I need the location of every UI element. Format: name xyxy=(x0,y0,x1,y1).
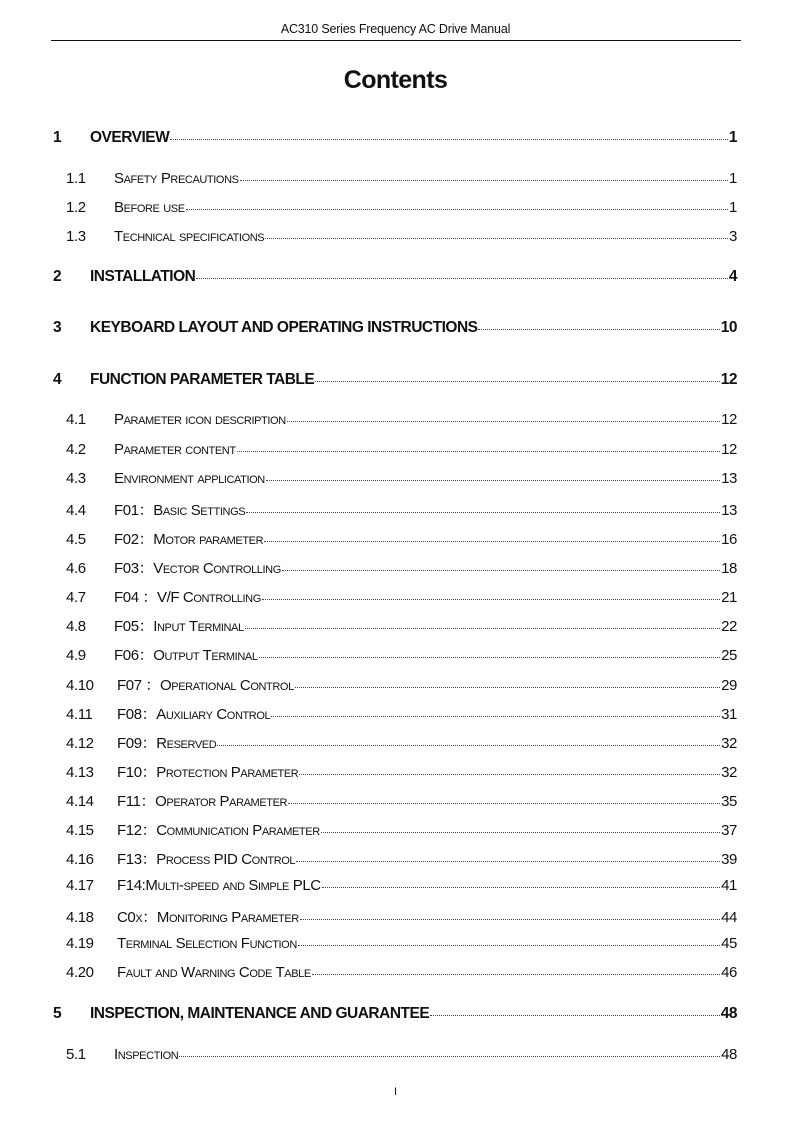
toc-page: 25 xyxy=(721,647,737,664)
toc-title: Fault and Warning Code Table xyxy=(117,964,311,981)
dot-leader xyxy=(315,381,720,382)
dot-leader xyxy=(265,238,728,239)
toc-page: 45 xyxy=(721,935,737,952)
toc-number: 1.2 xyxy=(66,199,86,216)
toc-title: Parameter content xyxy=(114,441,236,458)
toc-number: 2 xyxy=(53,268,62,285)
dot-leader xyxy=(245,628,720,629)
toc-page: 48 xyxy=(720,1005,737,1022)
toc-title: Environment application xyxy=(114,470,265,487)
dot-leader xyxy=(295,687,720,688)
toc-number: 4.5 xyxy=(66,531,86,548)
toc-title: F13：Process PID Control xyxy=(117,851,296,868)
toc-entry[interactable] xyxy=(66,906,737,927)
toc-title: INSTALLATION xyxy=(90,268,196,285)
dot-leader xyxy=(282,570,720,571)
dot-leader xyxy=(179,1056,720,1057)
toc-title: Before use xyxy=(114,199,185,216)
toc-number: 1 xyxy=(53,129,62,146)
toc-number: 4.1 xyxy=(66,411,86,428)
toc-title: F04 ：V/F Controlling xyxy=(114,589,261,606)
toc-number: 1.3 xyxy=(66,228,86,245)
dot-leader xyxy=(271,716,720,717)
toc-number: 4.14 xyxy=(66,793,94,810)
toc-title: F09：Reserved xyxy=(117,735,217,752)
toc-title: Terminal Selection Function xyxy=(117,935,297,952)
toc-number: 5.1 xyxy=(66,1046,86,1063)
toc-page: 1 xyxy=(728,129,737,146)
toc-title: F11：Operator Parameter xyxy=(117,793,288,810)
toc-title: F12：Communication Parameter xyxy=(117,822,320,839)
toc-entry[interactable] xyxy=(53,319,737,337)
toc-page: 13 xyxy=(721,470,737,487)
dot-leader xyxy=(217,745,720,746)
dot-leader xyxy=(264,541,720,542)
toc-page: 12 xyxy=(721,411,737,428)
toc-page: 18 xyxy=(721,560,737,577)
toc-title: C0x：Monitoring Parameter xyxy=(117,909,299,926)
toc-title: Technical specifications xyxy=(114,228,265,245)
toc-title: F02：Motor parameter xyxy=(114,531,264,548)
toc-page: 1 xyxy=(729,199,737,216)
toc-entry[interactable] xyxy=(66,411,737,428)
toc-title: Parameter icon description xyxy=(114,411,286,428)
dot-leader xyxy=(186,209,728,210)
page-title: Contents xyxy=(343,66,448,94)
toc-number: 4.6 xyxy=(66,560,86,577)
toc-entry[interactable] xyxy=(66,199,737,216)
toc-number: 4.9 xyxy=(66,647,86,664)
toc-title: F14:Multi-speed and Simple PLC xyxy=(117,877,321,894)
toc-number: 3 xyxy=(53,319,62,336)
toc-entry[interactable] xyxy=(66,644,737,665)
toc-page: 3 xyxy=(729,228,737,245)
toc-page: 12 xyxy=(720,371,737,388)
toc-entry[interactable] xyxy=(66,848,737,869)
dot-leader xyxy=(246,512,720,513)
toc-number: 4.18 xyxy=(66,909,94,926)
header-rule xyxy=(51,40,741,41)
toc-number: 4.4 xyxy=(66,502,86,519)
toc-number: 4.11 xyxy=(66,706,93,723)
toc-title: F01：Basic Settings xyxy=(114,502,246,519)
dot-leader xyxy=(287,421,720,422)
toc-page: 44 xyxy=(721,909,737,926)
toc-entry[interactable] xyxy=(66,470,737,487)
dot-leader xyxy=(237,451,720,452)
toc-entry[interactable] xyxy=(66,761,737,782)
toc-entry[interactable] xyxy=(66,170,737,187)
toc-page: 32 xyxy=(721,764,737,781)
toc-number: 4.16 xyxy=(66,851,94,868)
dot-leader xyxy=(196,278,728,279)
toc-number: 4.2 xyxy=(66,441,86,458)
toc-number: 4.20 xyxy=(66,964,94,981)
dot-leader xyxy=(170,139,728,140)
toc-page: 16 xyxy=(721,531,737,548)
toc-page: 1 xyxy=(729,170,737,187)
toc-entry[interactable] xyxy=(66,557,737,578)
toc-entry[interactable] xyxy=(53,1005,737,1023)
dot-leader xyxy=(262,599,720,600)
toc-entry[interactable] xyxy=(66,790,737,811)
toc-number: 4.10 xyxy=(66,677,94,694)
toc-title: OVERVIEW xyxy=(90,129,170,146)
running-header: AC310 Series Frequency AC Drive Manual xyxy=(280,22,511,36)
toc-entry[interactable] xyxy=(66,674,737,695)
dot-leader xyxy=(300,919,720,920)
toc-title: F06：Output Terminal xyxy=(114,647,258,664)
toc-page: 10 xyxy=(720,319,737,336)
toc-number: 4.13 xyxy=(66,764,94,781)
toc-page: 4 xyxy=(728,268,737,285)
toc-entry[interactable] xyxy=(53,129,737,147)
toc-entry[interactable] xyxy=(66,964,737,981)
toc-title: F05：Input Terminal xyxy=(114,618,244,635)
toc-entry[interactable] xyxy=(53,371,737,389)
toc-entry[interactable] xyxy=(66,1046,737,1063)
dot-leader xyxy=(321,832,720,833)
dot-leader xyxy=(298,945,720,946)
toc-entry[interactable] xyxy=(66,441,737,458)
toc-title: KEYBOARD LAYOUT AND OPERATING INSTRUCTIONS xyxy=(90,319,478,336)
dot-leader xyxy=(299,774,720,775)
toc-number: 4.12 xyxy=(66,735,94,752)
toc-page: 32 xyxy=(721,735,737,752)
toc-page: 22 xyxy=(721,618,737,635)
toc-page: 39 xyxy=(721,851,737,868)
toc-entry[interactable] xyxy=(53,268,737,286)
toc-page: 31 xyxy=(721,706,737,723)
toc-number: 4.8 xyxy=(66,618,86,635)
toc-entry[interactable] xyxy=(66,819,737,840)
dot-leader xyxy=(478,329,719,330)
toc-entry[interactable] xyxy=(66,732,737,753)
toc-number: 4.19 xyxy=(66,935,94,952)
toc-page: 46 xyxy=(721,964,737,981)
toc-title: F10：Protection Parameter xyxy=(117,764,299,781)
toc-title: F08：Auxiliary Control xyxy=(117,706,271,723)
toc-page: 35 xyxy=(721,793,737,810)
dot-leader xyxy=(240,180,729,181)
toc-title: F07 ：Operational Control xyxy=(117,677,294,694)
toc-entry[interactable] xyxy=(66,528,737,549)
dot-leader xyxy=(288,803,720,804)
toc-page: 48 xyxy=(721,1046,737,1063)
toc-entry[interactable] xyxy=(66,877,737,894)
toc-page: 12 xyxy=(721,441,737,458)
dot-leader xyxy=(312,974,720,975)
toc-entry[interactable] xyxy=(66,228,737,245)
toc-title: FUNCTION PARAMETER TABLE xyxy=(90,371,315,388)
dot-leader xyxy=(259,657,721,658)
toc-entry[interactable] xyxy=(66,499,737,520)
dot-leader xyxy=(296,861,720,862)
toc-number: 5 xyxy=(53,1005,62,1022)
toc-entry[interactable] xyxy=(66,703,737,724)
dot-leader xyxy=(266,480,720,481)
toc-title: Inspection xyxy=(114,1046,179,1063)
toc-page: 13 xyxy=(721,502,737,519)
toc-title: INSPECTION, MAINTENANCE AND GUARANTEE xyxy=(90,1005,430,1022)
toc-number: 4 xyxy=(53,371,62,388)
toc-entry[interactable] xyxy=(66,935,737,952)
toc-entry[interactable] xyxy=(66,586,737,607)
toc-title: F03：Vector Controlling xyxy=(114,560,281,577)
toc-page: 29 xyxy=(721,677,737,694)
toc-number: 4.3 xyxy=(66,470,86,487)
toc-title: Safety Precautions xyxy=(114,170,239,187)
toc-entry[interactable] xyxy=(66,615,737,636)
dot-leader xyxy=(430,1015,720,1016)
toc-page: 41 xyxy=(721,877,737,894)
toc-page: 21 xyxy=(721,589,737,606)
toc-page: 37 xyxy=(721,822,737,839)
toc-number: 4.17 xyxy=(66,877,94,894)
toc-number: 4.15 xyxy=(66,822,94,839)
toc-number: 1.1 xyxy=(66,170,86,187)
page-number: I xyxy=(393,1086,398,1098)
toc-number: 4.7 xyxy=(66,589,86,606)
dot-leader xyxy=(322,887,720,888)
